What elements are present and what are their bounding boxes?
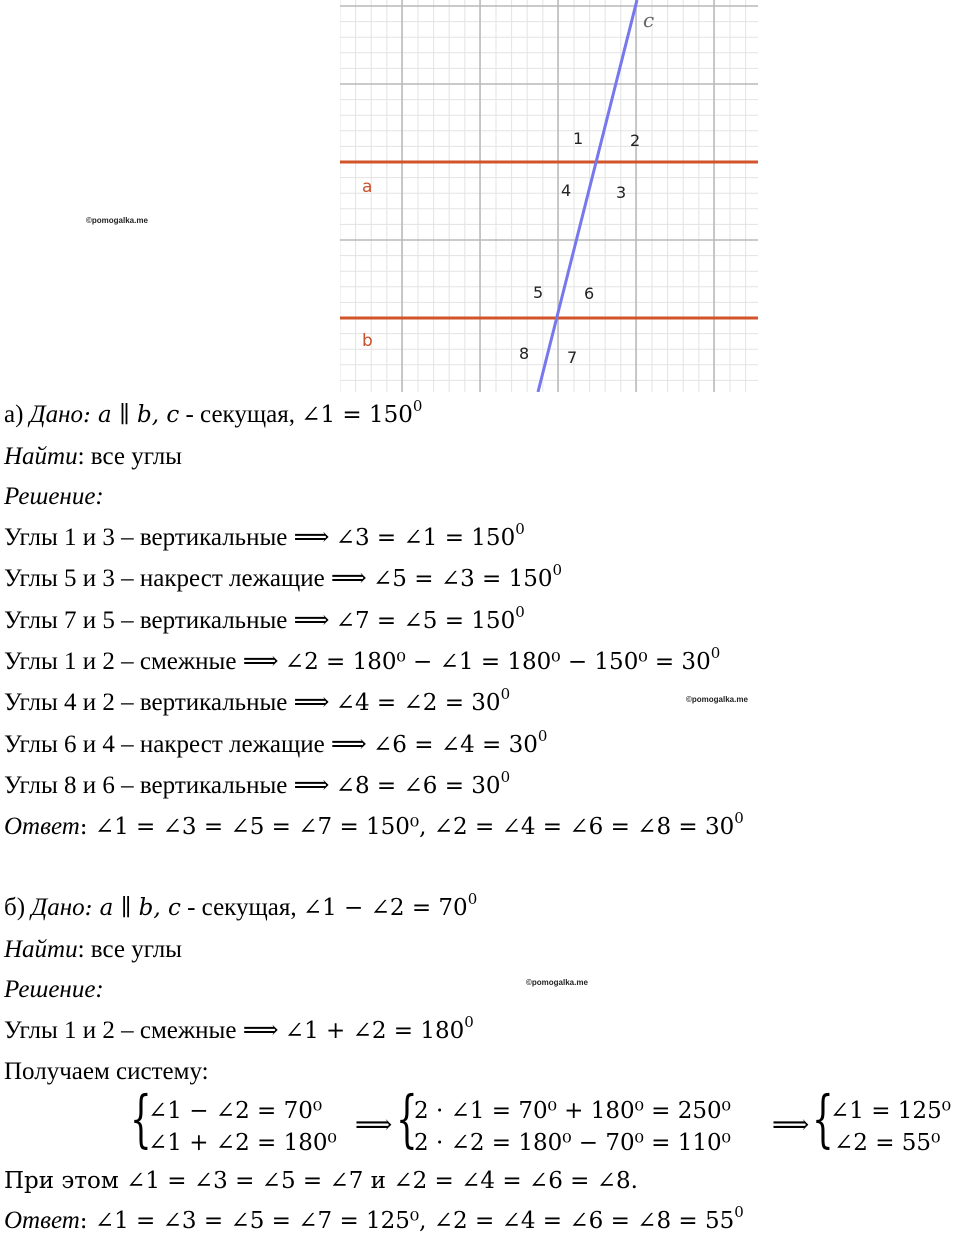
solution-step: Углы 7 и 5 – вертикальные ⟹ ∠7 = ∠5 = $150^0$	[4, 602, 525, 634]
watermark: ©pomogalka.me	[526, 978, 588, 987]
label-a: a	[362, 177, 373, 197]
part-b-solution-label: Решение:	[4, 976, 104, 1003]
watermark: ©pomogalka.me	[86, 216, 148, 225]
solution-step: Углы 4 и 2 – вертикальные ⟹ ∠4 = ∠2 = $30^0$	[4, 685, 511, 717]
angle-2: 2	[630, 131, 641, 150]
label-b: b	[362, 331, 373, 351]
part-b-find: Найти: все углы	[4, 936, 182, 963]
part-b-system-intro: Получаем систему:	[4, 1058, 209, 1085]
solution-step: Углы 6 и 4 – накрест лежащие ⟹ ∠6 = ∠4 = $30^0$	[4, 726, 548, 758]
angle-6: 6	[584, 284, 595, 303]
solution-step: Углы 8 и 6 – вертикальные ⟹ ∠8 = ∠6 = $30^0$	[4, 767, 511, 799]
watermark: ©pomogalka.me	[686, 695, 748, 704]
geometry-figure	[340, 0, 758, 392]
system-1: { ∠1 − ∠2 = 70⁰ ∠1 + ∠2 = 180⁰	[130, 1082, 337, 1156]
part-b-equal: При этом ∠1 = ∠3 = ∠5 = ∠7 и ∠2 = ∠4 = ∠6 = ∠8.	[4, 1168, 638, 1194]
brace-icon: {	[130, 1082, 152, 1155]
brace-icon: {	[396, 1082, 418, 1155]
part-a-find: Найти: все углы	[4, 443, 182, 470]
solution-step: Углы 1 и 3 – вертикальные ⟹ ∠3 = ∠1 = $150^0$	[4, 520, 525, 551]
angle-4: 4	[561, 181, 572, 200]
angle-1: 1	[573, 129, 584, 148]
system-2: { 2 · ∠1 = 70⁰ + 180⁰ = 250⁰ 2 · ∠2 = 180⁰ − 70⁰ = 110⁰	[396, 1082, 731, 1156]
implies-arrow: ⟹	[355, 1110, 393, 1139]
solution-step: Углы 1 и 2 – смежные ⟹ ∠2 = 180⁰ − ∠1 = $180^0 - 150^0 = 30^0$	[4, 643, 721, 675]
brace-icon: {	[812, 1082, 834, 1155]
label-c: c	[643, 8, 655, 32]
angle-8: 8	[519, 344, 530, 363]
solution-step: Углы 5 и 3 – накрест лежащие ⟹ ∠5 = ∠3 = $150^0$	[4, 561, 563, 593]
system-3: { ∠1 = 125⁰ ∠2 = 55⁰	[812, 1082, 951, 1156]
part-a-given: а) Дано: a ∥ b, c - секущая, ∠1 = $150^0$	[4, 397, 423, 428]
part-a-solution-label: Решение:	[4, 483, 104, 510]
part-a-answer: Ответ: ∠1 = ∠3 = ∠5 = ∠7 = 150⁰, ∠2 = ∠4 = ∠6 = ∠8 = $30^0$	[4, 809, 744, 840]
part-b-step1: Углы 1 и 2 – смежные ⟹ ∠1 + ∠2 = $180^0$	[4, 1013, 474, 1044]
part-b-answer: Ответ: ∠1 = ∠3 = ∠5 = ∠7 = 125⁰, ∠2 = ∠4 = ∠6 = ∠8 = $55^0$	[4, 1203, 744, 1234]
angle-5: 5	[533, 283, 544, 302]
part-b-given: б) Дано: a ∥ b, c - секущая, ∠1 − ∠2 = $70^0$	[4, 890, 478, 921]
implies-arrow: ⟹	[772, 1110, 810, 1139]
angle-3: 3	[616, 183, 627, 202]
angle-7: 7	[567, 348, 578, 367]
